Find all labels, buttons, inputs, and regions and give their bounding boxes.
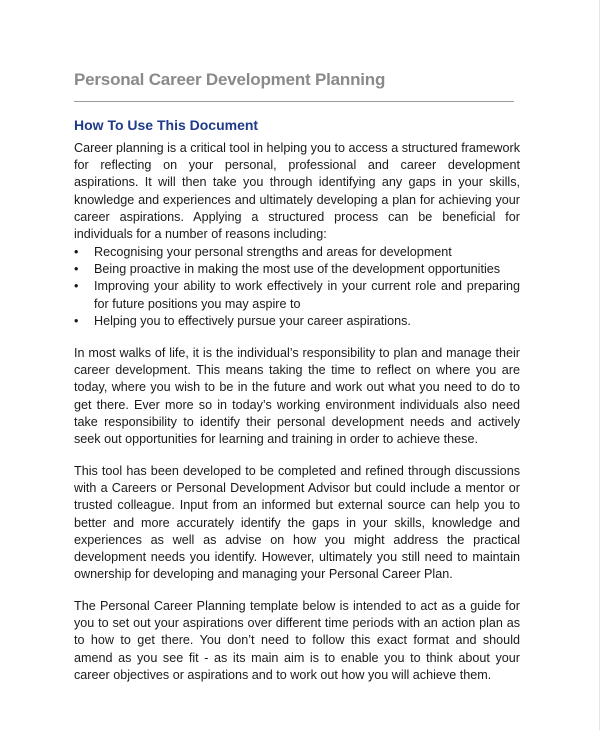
bullet-icon: • [74,245,79,259]
tool-paragraph: This tool has been developed to be completed and refined through discussions with a Careers or Personal Development Advisor but could include a mentor or trusted colleague. Input from an informed but external source can help you to better and more accurately identify the gaps in your skills, knowledge and experiences as well as advise on how you might address the practical development needs you identify. However, ultimately you still need to maintain ownership for developing and managing your Personal Career Plan. [74,464,520,582]
title-divider [74,101,514,102]
bullet-text: Improving your ability to work effectively in your current role and preparing for future positions you may aspire to [94,279,520,311]
intro-paragraph: Career planning is a critical tool in helping you to access a structured framework for reflecting on your personal, professional and career development aspirations. It will then take you through identifying any gaps in your skills, knowledge and experiences and ultimately developing a plan for achieving your career aspirations. Applying a structured process can be beneficial for individuals for a number of reasons including: [74,141,520,242]
bullet-icon: • [74,313,79,328]
responsibility-paragraph: In most walks of life, it is the individual’s responsibility to plan and manage their career development. This means taking the time to reflect on where you are today, where you wish to be in the future and work out what you need to do to get there. Ever more so in today’s working environment individuals also need take responsibility to identify their personal development needs and actively seek out opportunities for learning and training in order to achieve these. [74,346,520,447]
bullet-icon: • [74,262,79,277]
list-item [74,244,520,261]
list-item [74,313,520,330]
list-item [74,261,520,278]
bullet-text: Being proactive in making the most use of the development opportunities [94,262,501,277]
list-item [74,278,520,312]
template-paragraph: The Personal Career Planning template below is intended to act as a guide for you to set out your aspirations over different time periods with an action plan as to how to get there. You don’t need to follow this exact format and should amend as you see fit - as its main aim is to enable you to think about your career objectives or aspirations and to work out how you will achieve them. [74,599,520,682]
bullet-text: Recognising your personal strengths and areas for development [94,245,452,259]
document-title: Personal Career Development Planning [74,70,386,89]
bullet-text: Helping you to effectively pursue your career aspirations. [94,313,411,328]
section-heading: How To Use This Document [74,117,259,133]
bullet-list [74,244,520,330]
bullet-icon: • [74,279,79,294]
